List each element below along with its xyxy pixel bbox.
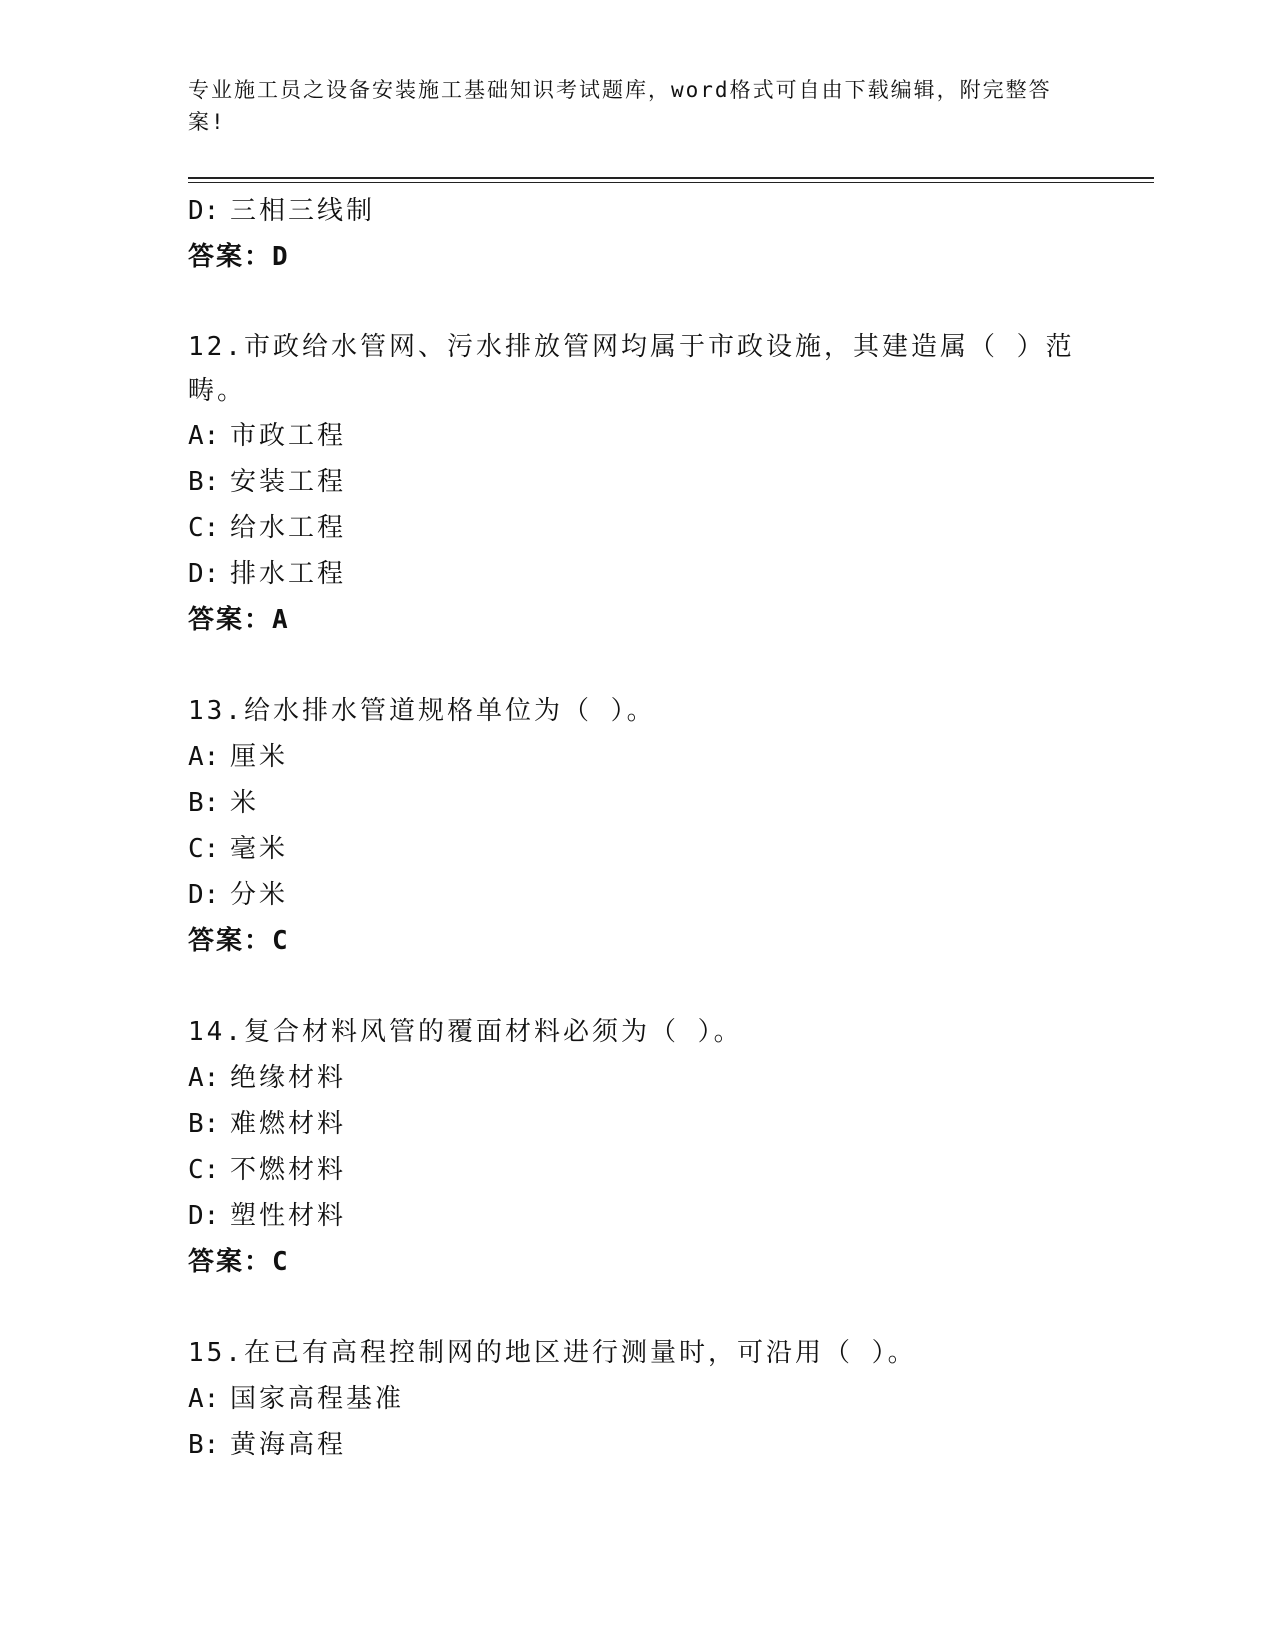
option-line (188, 826, 1078, 872)
answer-line: 答案：D (188, 242, 290, 272)
spacer (188, 964, 1078, 1009)
option-line (188, 1193, 1078, 1239)
question-stem: 13.给水排水管道规格单位为（ ）。 (188, 696, 656, 726)
option-line (188, 734, 1078, 780)
option-text: 给水工程 (230, 513, 347, 543)
option-line (188, 1422, 1078, 1468)
option-label: C: (188, 1155, 220, 1185)
option-label: A: (188, 742, 220, 772)
option-line (188, 188, 1078, 234)
option-text: 市政工程 (230, 421, 347, 451)
question-stem: 15.在已有高程控制网的地区进行测量时，可沿用（ ）。 (188, 1338, 917, 1368)
document-header: 专业施工员之设备安装施工基础知识考试题库，word格式可自由下载编辑，附完整答案! (188, 78, 1052, 134)
question-stem: 14.复合材料风管的覆面材料必须为（ ）。 (188, 1017, 743, 1047)
option-text: 毫米 (230, 834, 289, 864)
spacer (188, 280, 1078, 325)
option-label: A: (188, 1063, 220, 1093)
option-label: D: (188, 880, 220, 910)
option-text: 国家高程基准 (230, 1384, 405, 1414)
spacer (188, 1285, 1078, 1330)
spacer (188, 643, 1078, 688)
option-line (188, 872, 1078, 918)
question-list (188, 188, 1078, 1468)
question-stem: 12.市政给水管网、污水排放管网均属于市政设施，其建造属（ ）范畴。 (188, 332, 1075, 406)
option-line (188, 1055, 1078, 1101)
answer-line: 答案：C (188, 1247, 290, 1277)
question-block (188, 1330, 1078, 1468)
option-text: 排水工程 (230, 559, 347, 589)
option-text: 难燃材料 (230, 1109, 347, 1139)
option-line (188, 551, 1078, 597)
header-rule-thin (188, 182, 1154, 183)
question-block (188, 1009, 1078, 1285)
option-text: 安装工程 (230, 467, 347, 497)
option-text: 塑性材料 (230, 1201, 347, 1231)
option-line (188, 413, 1078, 459)
option-label: B: (188, 1109, 220, 1139)
option-line (188, 780, 1078, 826)
option-text: 不燃材料 (230, 1155, 347, 1185)
option-text: 绝缘材料 (230, 1063, 347, 1093)
option-label: A: (188, 1384, 220, 1414)
option-label: B: (188, 467, 220, 497)
option-label: C: (188, 513, 220, 543)
option-text: 厘米 (230, 742, 289, 772)
option-text: 分米 (230, 880, 289, 910)
option-label: D: (188, 1201, 220, 1231)
header-rule-thick (188, 177, 1154, 179)
question-block (188, 325, 1078, 643)
option-label: D: (188, 559, 220, 589)
option-line (188, 1101, 1078, 1147)
option-label: D: (188, 196, 220, 226)
answer-line: 答案：A (188, 605, 290, 635)
option-label: B: (188, 788, 220, 818)
option-text: 黄海高程 (230, 1430, 347, 1460)
option-line (188, 459, 1078, 505)
option-label: B: (188, 1430, 220, 1460)
option-text: 米 (230, 788, 260, 818)
option-text: 三相三线制 (230, 196, 376, 226)
option-line (188, 1376, 1078, 1422)
question-block (188, 688, 1078, 964)
option-line (188, 1147, 1078, 1193)
answer-line: 答案：C (188, 926, 290, 956)
option-label: A: (188, 421, 220, 451)
option-label: C: (188, 834, 220, 864)
option-line (188, 505, 1078, 551)
